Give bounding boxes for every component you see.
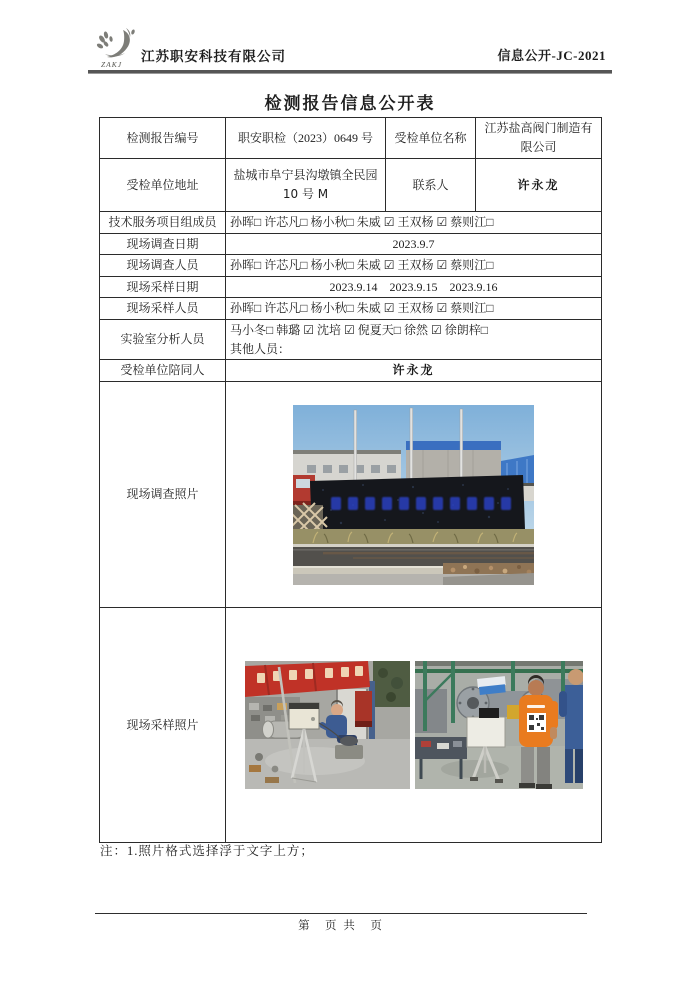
table-row [100, 159, 602, 212]
svg-text:ZAKJ: ZAKJ [101, 60, 123, 69]
table-row [100, 118, 602, 159]
lab-staff-label: 实验室分析人员 [100, 319, 226, 359]
table-row [100, 255, 602, 277]
lab-staff-other: 其他人员： [230, 341, 291, 356]
sample-date-label: 现场采样日期 [100, 276, 226, 298]
table-row [100, 319, 602, 359]
survey-staff-label: 现场调查人员 [100, 255, 226, 277]
sample-photo-label: 现场采样照片 [100, 608, 226, 843]
sample-staff-value: 孙晖□ 许芯凡□ 杨小秋□ 朱威 ☑ 王双杨 ☑ 蔡则江□ [226, 298, 602, 320]
footnote: 注：1.照片格式选择浮于文字上方； [100, 844, 314, 858]
sampling-photo-left [245, 661, 410, 789]
unit-addr-label: 受检单位地址 [100, 159, 226, 212]
table-row [100, 382, 602, 608]
table-row [100, 360, 602, 382]
document-code: 信息公开-JC-2021 [497, 48, 606, 63]
unit-addr-value: 盐城市阜宁县沟墩镇全民园 10 号 M [226, 159, 386, 212]
header-divider [88, 70, 612, 74]
survey-photo-label: 现场调查照片 [100, 382, 226, 608]
factory-gate-photo [293, 405, 534, 585]
report-no-label: 检测报告编号 [100, 118, 226, 159]
lab-staff-cell [226, 319, 602, 359]
escort-label: 受检单位陪同人 [100, 360, 226, 382]
contact-value: 许永龙 [476, 159, 602, 212]
team-label: 技术服务项目组成员 [100, 212, 226, 234]
report-no-value: 职安职检（2023）0649 号 [226, 118, 386, 159]
table-row [100, 212, 602, 234]
survey-date-label: 现场调查日期 [100, 233, 226, 255]
table-row [100, 233, 602, 255]
page-number: 第 页 共 页 [298, 920, 384, 932]
survey-staff-value: 孙晖□ 许芯凡□ 杨小秋□ 朱威 ☑ 王双杨 ☑ 蔡则江□ [226, 255, 602, 277]
sample-photo-cell [226, 608, 602, 843]
sample-date-value: 2023.9.14 2023.9.15 2023.9.16 [226, 276, 602, 298]
lab-staff-value: 马小冬□ 韩璐 ☑ 沈培 ☑ 倪夏天□ 徐然 ☑ 徐朗梓□ [230, 322, 489, 337]
survey-photo-cell [226, 382, 602, 608]
contact-label: 联系人 [386, 159, 476, 212]
sample-staff-label: 现场采样人员 [100, 298, 226, 320]
unit-name-value: 江苏盐高阀门制造有限公司 [476, 118, 602, 159]
table-row [100, 608, 602, 843]
footer-divider [95, 913, 587, 914]
sampling-photo-right [415, 661, 583, 789]
escort-value: 许永龙 [226, 360, 602, 382]
page-title: 检测报告信息公开表 [264, 94, 436, 113]
table-row [100, 298, 602, 320]
company-name: 江苏职安科技有限公司 [141, 49, 286, 64]
unit-name-label: 受检单位名称 [386, 118, 476, 159]
team-members: 孙晖□ 许芯凡□ 杨小秋□ 朱威 ☑ 王双杨 ☑ 蔡则江□ [226, 212, 602, 234]
company-logo [93, 27, 141, 71]
report-info-table [99, 117, 602, 843]
survey-date-value: 2023.9.7 [226, 233, 602, 255]
table-row [100, 276, 602, 298]
